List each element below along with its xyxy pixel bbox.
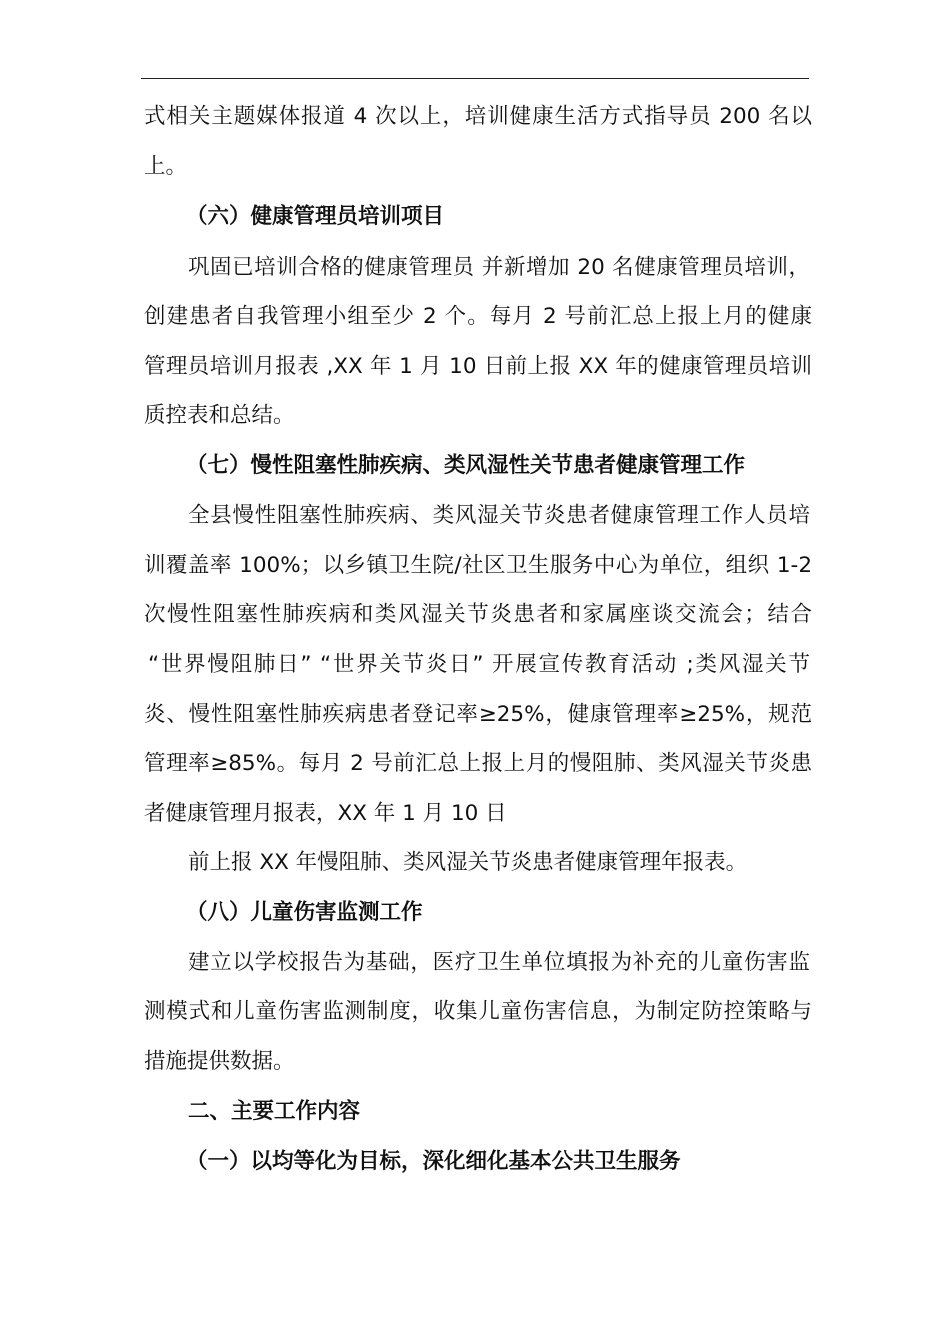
body-text-line: 创建患者自我管理小组至少 2 个。每月 2 号前汇总上报上月的健康 bbox=[144, 304, 812, 329]
body-text-line: 式相关主题媒体报道 4 次以上，培训健康生活方式指导员 200 名以 bbox=[144, 104, 812, 129]
section-heading: （六）健康管理员培训项目 bbox=[186, 204, 445, 229]
body-text-line: 前上报 XX 年慢阻肺、类风湿关节炎患者健康管理年报表。 bbox=[188, 850, 748, 875]
body-text-line: 测模式和儿童伤害监测制度，收集儿童伤害信息，为制定防控策略与 bbox=[144, 999, 812, 1024]
section-heading: （七）慢性阻塞性肺疾病、类风湿性关节患者健康管理工作 bbox=[186, 453, 746, 478]
body-text-line: 建立以学校报告为基础，医疗卫生单位填报为补充的儿童伤害监 bbox=[188, 950, 810, 975]
body-text-line: “世界慢阻肺日” “世界关节炎日” 开展宣传教育活动 ;类风湿关节 bbox=[148, 652, 810, 677]
body-text-line: 次慢性阻塞性肺疾病和类风湿关节炎患者和家属座谈交流会；结合 bbox=[144, 602, 812, 627]
chapter-heading: 二、主要工作内容 bbox=[188, 1099, 361, 1124]
body-text-line: 炎、慢性阻塞性肺疾病患者登记率≥25%，健康管理率≥25%，规范 bbox=[144, 702, 812, 727]
body-text-line: 巩固已培训合格的健康管理员 并新增加 20 名健康管理员培训， bbox=[188, 255, 810, 280]
body-text-line: 管理率≥85%。每月 2 号前汇总上报上月的慢阻肺、类风湿关节炎患 bbox=[144, 751, 812, 776]
body-text-line: 措施提供数据。 bbox=[144, 1049, 295, 1074]
body-text-line: 质控表和总结。 bbox=[144, 403, 295, 428]
header-rule bbox=[141, 78, 809, 79]
body-text-line: 者健康管理月报表，XX 年 1 月 10 日 bbox=[144, 801, 507, 826]
section-heading: （八）儿童伤害监测工作 bbox=[186, 900, 423, 925]
section-heading: （一）以均等化为目标，深化细化基本公共卫生服务 bbox=[186, 1149, 681, 1174]
body-text-line: 全县慢性阻塞性肺疾病、类风湿关节炎患者健康管理工作人员培 bbox=[188, 503, 810, 528]
body-text-line: 训覆盖率 100%；以乡镇卫生院/社区卫生服务中心为单位，组织 1-2 bbox=[144, 553, 812, 578]
body-text-line: 管理员培训月报表 ,XX 年 1 月 10 日前上报 XX 年的健康管理员培训 bbox=[144, 354, 812, 379]
body-text-line: 上。 bbox=[144, 154, 188, 179]
